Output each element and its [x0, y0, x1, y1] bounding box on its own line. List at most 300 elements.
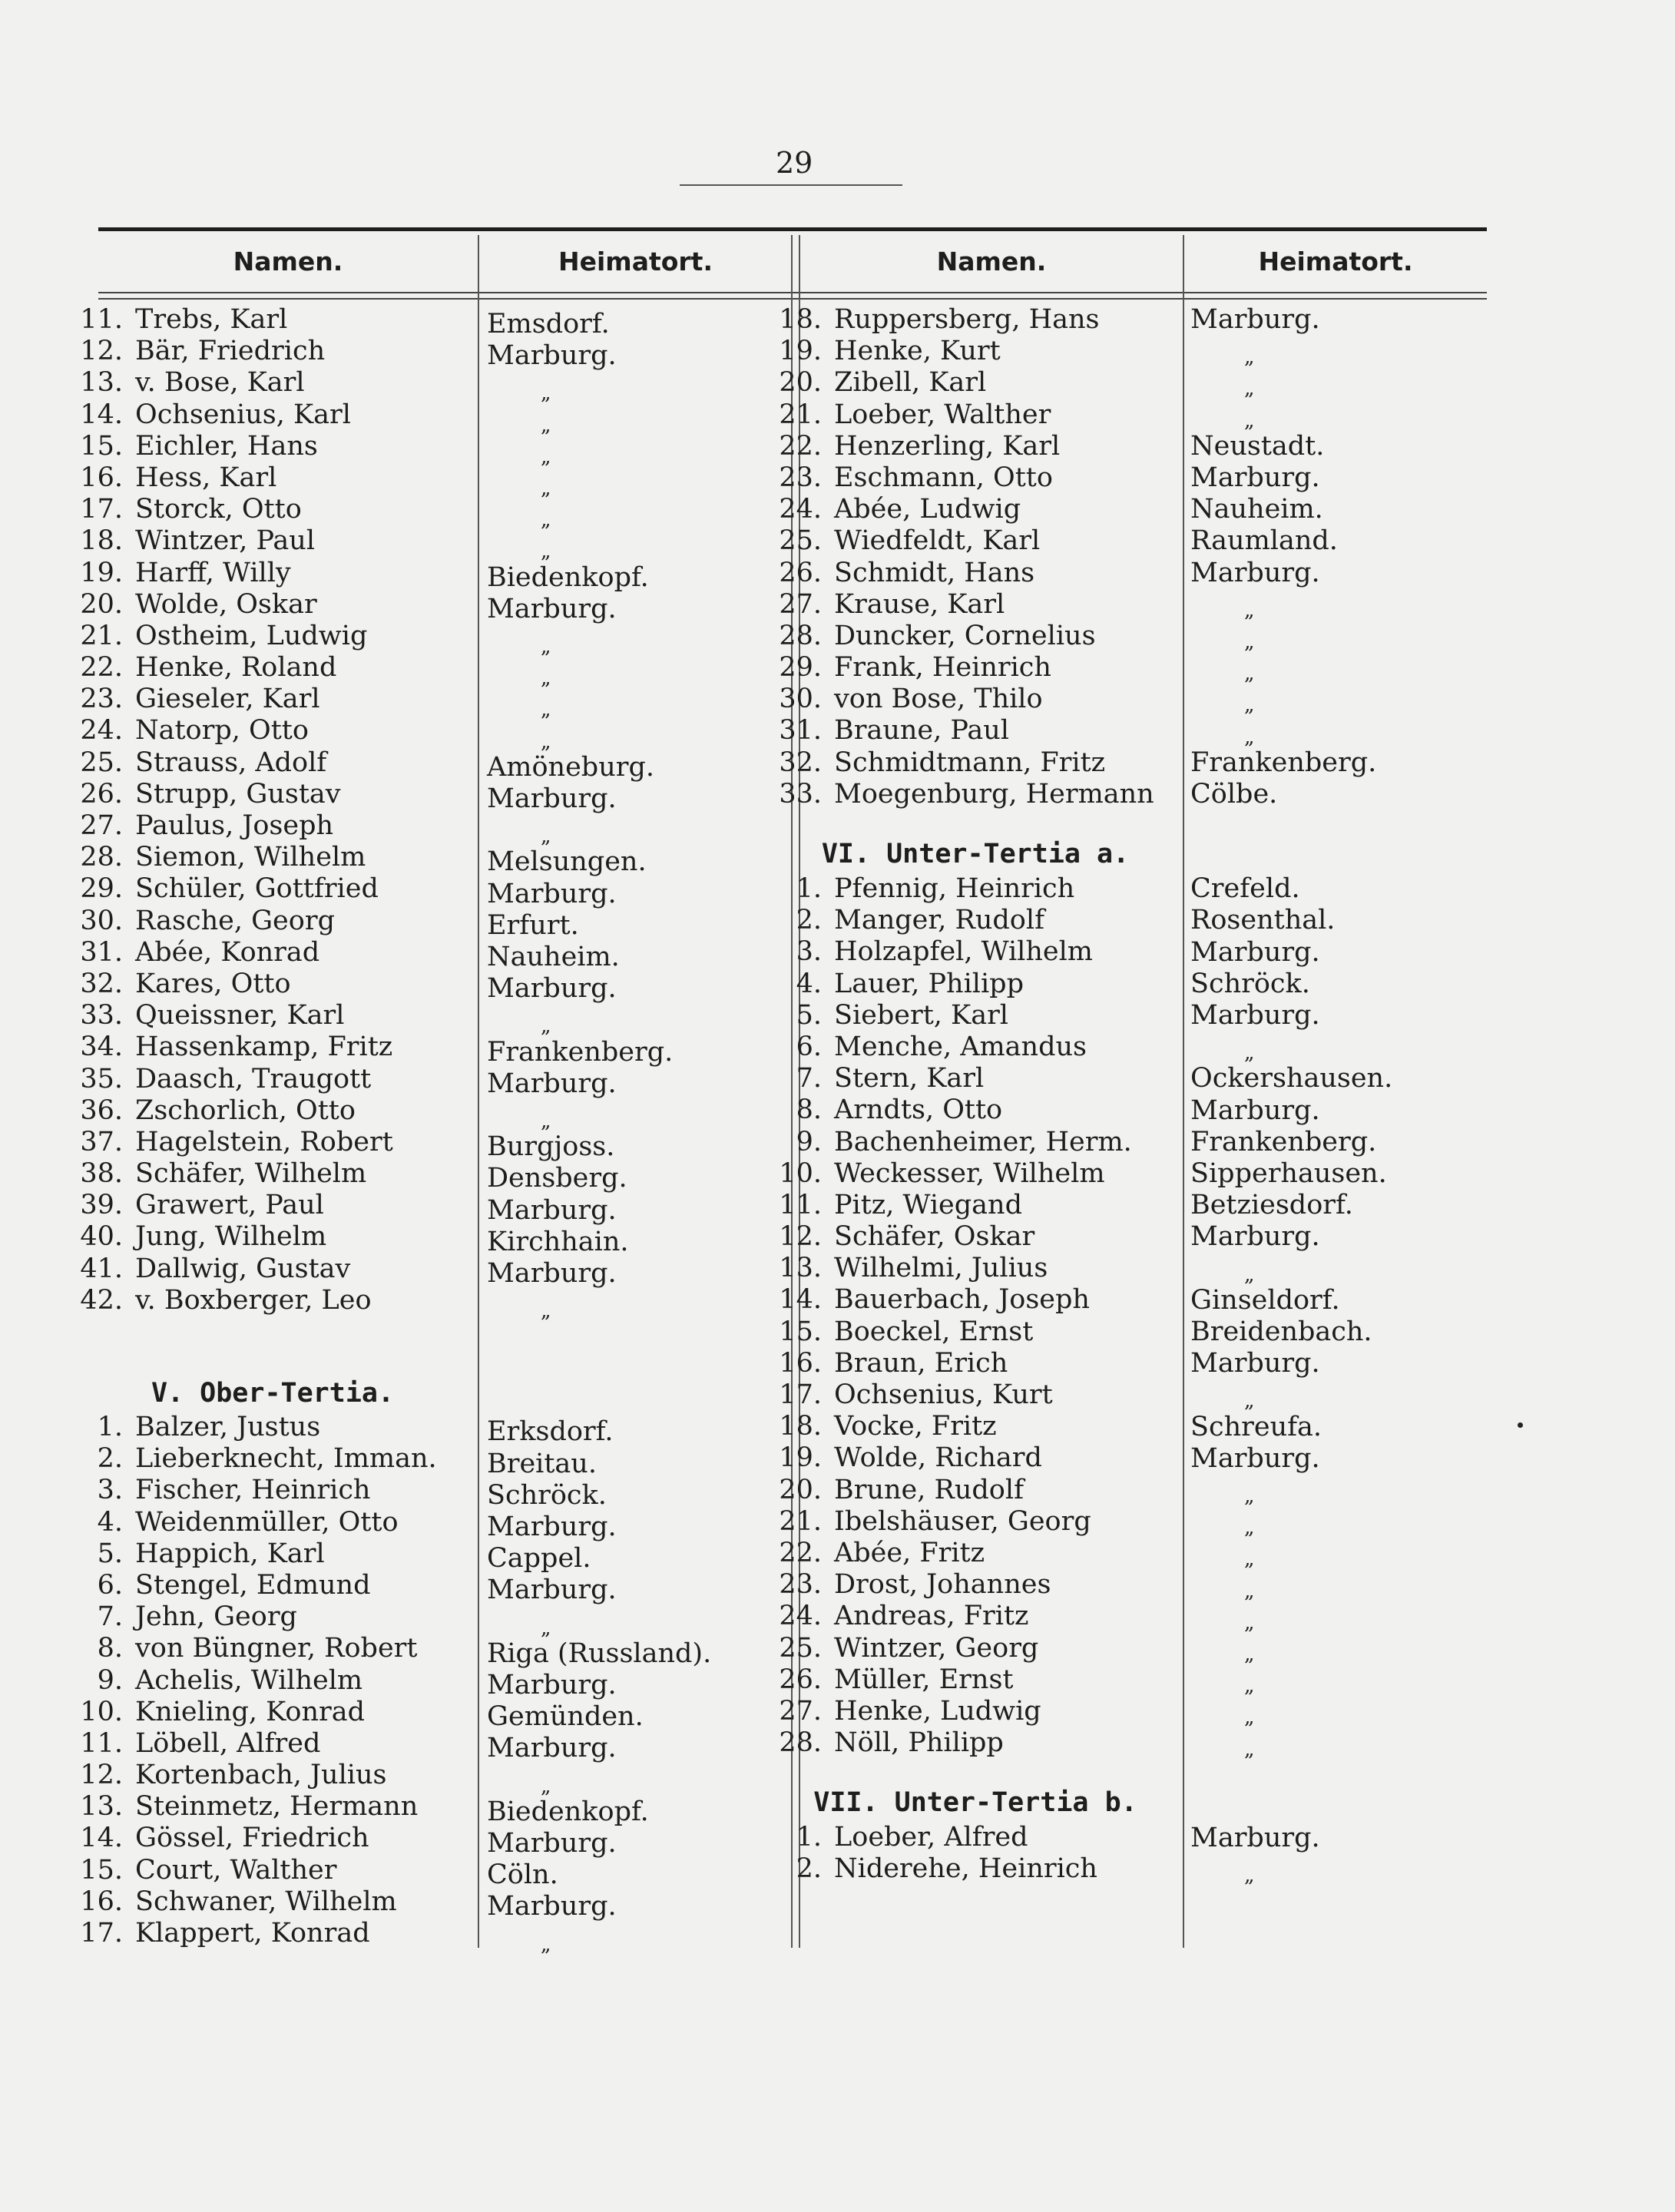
list-item [69, 336, 476, 367]
list-item [768, 1316, 1183, 1348]
entry-number: 7. [796, 1063, 822, 1094]
list-item [768, 969, 1183, 1000]
entry-number: 25. [779, 1632, 822, 1664]
entry-place: Frankenberg. [1190, 1126, 1377, 1157]
list-item [69, 747, 476, 779]
list-item [768, 589, 1183, 621]
entry-place: Marburg. [487, 878, 617, 909]
entry-name: Drost, Johannes [834, 1569, 1051, 1601]
entry-number: 19. [80, 557, 123, 588]
entry-number: 18. [779, 304, 822, 335]
ditto-mark: „ [541, 1300, 551, 1323]
entry-number: 37. [80, 1126, 123, 1157]
ditto-mark: „ [541, 667, 551, 690]
entry-place: Amöneburg. [487, 751, 654, 783]
list-item [69, 1918, 476, 1949]
ditto-mark: „ [1244, 1706, 1255, 1730]
entry-number: 16. [80, 462, 123, 493]
entry-name: Wilhelmi, Julius [834, 1253, 1048, 1284]
list-item [768, 367, 1183, 399]
ditto-mark: „ [541, 382, 551, 406]
entry-place: Schreufa. [1190, 1411, 1322, 1442]
list-item [768, 1031, 1183, 1063]
entry-name: Krause, Karl [834, 588, 1005, 620]
list-item [69, 1127, 476, 1158]
entry-number: 31. [80, 936, 123, 968]
entry-name: Court, Walther [135, 1854, 337, 1886]
entry-name: Abée, Ludwig [834, 494, 1021, 525]
entry-place: Cappel. [487, 1543, 591, 1575]
list-item [768, 1158, 1183, 1190]
header-bottom-rule [98, 292, 1487, 300]
entry-name: Happich, Karl [135, 1538, 325, 1569]
entry-name: Jehn, Georg [135, 1601, 297, 1633]
list-item [768, 1000, 1183, 1031]
entry-number: 8. [97, 1633, 123, 1664]
entry-name: Natorp, Otto [135, 715, 309, 747]
entry-number: 39. [80, 1190, 123, 1221]
list-item [768, 1727, 1183, 1759]
entry-name: Siemon, Wilhelm [135, 842, 366, 873]
entry-place: Marburg. [487, 1575, 617, 1606]
entry-place: Sipperhausen. [1190, 1158, 1387, 1189]
entry-number: 17. [80, 1918, 123, 1949]
entry-name: Loeber, Alfred [834, 1822, 1028, 1853]
entry-number: 2. [97, 1443, 123, 1475]
entry-place: Marburg. [1190, 462, 1320, 493]
table-top-rule [98, 227, 1487, 231]
entry-name: Hess, Karl [135, 462, 277, 493]
entry-number: 25. [80, 747, 123, 778]
entry-place: Cölbe. [1190, 779, 1278, 810]
entry-place: Marburg. [1190, 1000, 1320, 1031]
entry-number: 21. [80, 620, 123, 651]
entry-number: 14. [80, 399, 123, 430]
entry-place: Marburg. [1190, 557, 1320, 588]
ditto-mark: „ [541, 825, 551, 849]
list-item [768, 1538, 1183, 1569]
list-item [69, 1064, 476, 1095]
list-item [768, 1190, 1183, 1221]
list-item [768, 1379, 1183, 1411]
list-item [69, 652, 476, 684]
entry-place: Marburg. [1190, 1442, 1320, 1474]
entry-number: 6. [796, 1031, 822, 1062]
entry-number: 21. [779, 1505, 822, 1537]
entry-number: 15. [80, 430, 123, 462]
entry-number: 24. [779, 1601, 822, 1632]
list-item [69, 1475, 476, 1506]
entry-number: 26. [779, 557, 822, 588]
list-item [69, 1190, 476, 1221]
entry-name: Schmidtmann, Fritz [834, 747, 1106, 778]
list-item [69, 1728, 476, 1760]
list-item [768, 652, 1183, 684]
entry-place: Marburg. [487, 1733, 617, 1764]
list-item [69, 494, 476, 525]
entry-name: Menche, Amandus [834, 1031, 1087, 1062]
entry-place: Crefeld. [1190, 873, 1300, 905]
entry-place: Ginseldorf. [1190, 1284, 1340, 1316]
entry-place: Marburg. [487, 783, 617, 814]
ditto-mark: „ [1244, 694, 1255, 717]
entry-name: von Büngner, Robert [135, 1633, 418, 1664]
entry-place: Marburg. [1190, 1221, 1320, 1253]
entry-place: Riga (Russland). [487, 1637, 712, 1669]
list-item [768, 1442, 1183, 1474]
list-item [69, 1855, 476, 1886]
entry-name: Braune, Paul [834, 715, 1009, 747]
entry-number: 26. [80, 778, 123, 810]
entry-number: 6. [97, 1569, 123, 1601]
list-item [768, 336, 1183, 367]
entry-number: 19. [779, 336, 822, 367]
section-title: VI. Unter-Tertia a. [821, 839, 1130, 869]
entry-name: Ibelshäuser, Georg [834, 1505, 1091, 1537]
entry-name: von Bose, Thilo [834, 684, 1043, 715]
ditto-mark: „ [541, 1932, 551, 1956]
entry-number: 16. [80, 1886, 123, 1917]
entry-name: Jung, Wilhelm [135, 1221, 327, 1253]
entry-name: Siebert, Karl [834, 999, 1008, 1031]
entry-name: Ochsenius, Kurt [834, 1379, 1053, 1410]
header-home-right: Heimatort. [1258, 247, 1413, 276]
entry-number: 2. [796, 905, 822, 936]
list-item [768, 715, 1183, 747]
entry-number: 1. [796, 1822, 822, 1853]
list-item [768, 1696, 1183, 1727]
entry-name: Strupp, Gustav [135, 778, 341, 810]
entry-number: 23. [80, 684, 123, 715]
list-item [69, 399, 476, 431]
entry-number: 22. [779, 1537, 822, 1568]
entry-number: 1. [97, 1412, 123, 1442]
entry-name: Moegenburg, Hermann [834, 778, 1154, 810]
entry-number: 10. [80, 1696, 123, 1727]
entry-name: Kortenbach, Julius [135, 1760, 387, 1791]
ditto-mark: „ [1244, 409, 1255, 432]
entry-number: 20. [779, 367, 822, 399]
section-title: V. Ober-Tertia. [151, 1378, 395, 1409]
ditto-mark: „ [541, 540, 551, 564]
entry-name: Hagelstein, Robert [135, 1126, 393, 1157]
entry-place: Erksdorf. [487, 1416, 614, 1448]
entry-name: Grawert, Paul [135, 1190, 324, 1221]
entry-number: 24. [80, 715, 123, 747]
entry-number: 34. [80, 1031, 123, 1063]
entry-name: Lauer, Philipp [834, 968, 1024, 999]
entry-name: Frank, Heinrich [834, 652, 1051, 684]
divider-left-places [478, 235, 479, 1948]
entry-number: 40. [80, 1221, 123, 1253]
list-item [69, 558, 476, 589]
header-home-left: Heimatort. [558, 247, 713, 276]
list-item [69, 1570, 476, 1601]
entry-place: Marburg. [487, 1512, 617, 1542]
entry-number: 19. [779, 1442, 822, 1474]
page-number-rule [680, 184, 902, 186]
entry-number: 3. [97, 1475, 123, 1506]
entry-number: 28. [779, 620, 822, 651]
entry-name: Duncker, Cornelius [834, 620, 1096, 651]
entry-name: Storck, Otto [135, 494, 302, 525]
list-item [768, 1284, 1183, 1316]
list-item [69, 779, 476, 810]
entry-number: 13. [779, 1253, 822, 1284]
ditto-mark: „ [1244, 598, 1255, 622]
entry-place: Melsungen. [487, 846, 647, 878]
entry-name: Pfennig, Heinrich [834, 873, 1075, 904]
entry-name: Schäfer, Oskar [834, 1221, 1035, 1253]
list-item [768, 1348, 1183, 1379]
entry-number: 17. [80, 494, 123, 525]
entry-number: 7. [97, 1601, 123, 1633]
entry-name: Fischer, Heinrich [135, 1475, 371, 1506]
entry-number: 17. [779, 1379, 822, 1410]
entry-name: Dallwig, Gustav [135, 1253, 351, 1284]
entry-name: Schmidt, Hans [834, 557, 1035, 588]
entry-place: Marburg. [487, 1828, 617, 1859]
list-item [69, 1633, 476, 1664]
list-item [768, 1411, 1183, 1442]
entry-place: Frankenberg. [1190, 747, 1377, 778]
ditto-mark: „ [1244, 1737, 1255, 1761]
ditto-mark: „ [1244, 346, 1255, 369]
ditto-mark: „ [541, 698, 551, 722]
entry-name: Henke, Kurt [834, 336, 1001, 367]
ditto-mark: „ [1244, 1579, 1255, 1603]
entry-name: Henke, Roland [135, 652, 337, 684]
list-item [768, 1094, 1183, 1126]
entry-number: 14. [779, 1284, 822, 1316]
ditto-mark: „ [541, 1110, 551, 1133]
list-item [69, 1221, 476, 1253]
ditto-mark: „ [1244, 1485, 1255, 1508]
entry-name: Brune, Rudolf [834, 1474, 1025, 1505]
entry-number: 12. [80, 1760, 123, 1791]
ditto-mark: „ [541, 1015, 551, 1038]
entry-number: 27. [80, 810, 123, 841]
list-item [69, 1601, 476, 1633]
list-item [768, 494, 1183, 525]
entry-number: 23. [779, 1569, 822, 1601]
entry-place: Biedenkopf. [487, 561, 649, 593]
list-item [768, 1127, 1183, 1158]
entry-name: Stengel, Edmund [135, 1569, 371, 1601]
ditto-mark: „ [1244, 662, 1255, 686]
entry-name: Zschorlich, Otto [135, 1094, 356, 1126]
entry-number: 3. [796, 936, 822, 968]
entry-name: Wintzer, Georg [834, 1632, 1039, 1664]
entry-number: 28. [80, 842, 123, 873]
list-item [69, 1000, 476, 1031]
list-item [69, 1095, 476, 1127]
entry-name: Wintzer, Paul [135, 525, 316, 557]
entry-number: 23. [779, 462, 822, 493]
entry-name: Klappert, Konrad [135, 1918, 370, 1949]
list-item [768, 399, 1183, 431]
ditto-mark: „ [1244, 1611, 1255, 1634]
list-item [768, 621, 1183, 652]
entry-number: 9. [796, 1126, 822, 1157]
entry-name: Steinmetz, Hermann [135, 1791, 419, 1823]
entry-place: Erfurt. [487, 909, 579, 941]
entry-number: 15. [779, 1316, 822, 1347]
list-item [768, 1506, 1183, 1538]
entry-name: Nöll, Philipp [834, 1727, 1004, 1759]
entry-place: Schröck. [487, 1479, 607, 1511]
entry-name: Trebs, Karl [135, 304, 288, 335]
entry-number: 18. [779, 1411, 822, 1442]
entry-place: Marburg. [487, 593, 617, 624]
list-item [69, 1697, 476, 1728]
entry-name: Holzapfel, Wilhelm [834, 936, 1093, 968]
left-names-column [69, 304, 476, 1949]
entry-place: Marburg. [1190, 936, 1320, 968]
list-item [69, 431, 476, 462]
list-item [768, 462, 1183, 494]
entry-number: 5. [97, 1538, 123, 1569]
entry-name: Daasch, Traugott [135, 1063, 372, 1094]
list-item [69, 1886, 476, 1918]
entry-number: 4. [796, 968, 822, 999]
entry-place: Biedenkopf. [487, 1796, 649, 1827]
entry-number: 31. [779, 715, 822, 747]
entry-name: Abée, Fritz [834, 1537, 985, 1568]
list-item [69, 1665, 476, 1697]
entry-name: Hassenkamp, Fritz [135, 1031, 393, 1063]
ditto-mark: „ [541, 1774, 551, 1798]
list-item [768, 684, 1183, 715]
list-item [768, 936, 1183, 968]
entry-place: Burgjoss. [487, 1131, 615, 1163]
list-item [768, 1063, 1183, 1094]
entry-number: 29. [779, 652, 822, 684]
entry-name: Gieseler, Karl [135, 684, 320, 715]
entry-name: v. Bose, Karl [135, 367, 305, 399]
list-item [69, 304, 476, 336]
entry-place: Marburg. [487, 1670, 617, 1700]
list-item [69, 621, 476, 652]
entry-place: Marburg. [1190, 1822, 1320, 1853]
entry-place: Frankenberg. [487, 1036, 674, 1068]
entry-number: 9. [97, 1664, 123, 1696]
entry-number: 12. [779, 1221, 822, 1253]
entry-name: Henzerling, Karl [834, 430, 1061, 462]
entry-name: Achelis, Wilhelm [135, 1664, 363, 1696]
list-item [69, 1507, 476, 1538]
entry-number: 14. [80, 1823, 123, 1854]
entry-name: Henke, Ludwig [834, 1695, 1041, 1727]
entry-place: Marburg. [1190, 304, 1320, 335]
list-item [768, 905, 1183, 936]
list-item [69, 1285, 476, 1316]
section-title: VII. Unter-Tertia b. [813, 1787, 1137, 1819]
entry-number: 26. [779, 1664, 822, 1695]
entry-number: 18. [80, 525, 123, 557]
entry-number: 11. [80, 304, 123, 335]
entry-name: Boeckel, Ernst [834, 1316, 1034, 1347]
entry-name: Queissner, Karl [135, 1000, 345, 1031]
entry-place: Marburg. [487, 1258, 617, 1289]
entry-place: Raumland. [1190, 525, 1338, 557]
entry-place: Marburg. [487, 1194, 617, 1226]
divider-right-places [1183, 235, 1184, 1948]
entry-name: Wolde, Richard [834, 1442, 1042, 1474]
list-item [768, 779, 1183, 810]
entry-number: 5. [796, 999, 822, 1031]
list-item [768, 1221, 1183, 1253]
entry-name: Ochsenius, Karl [135, 399, 351, 430]
entry-number: 29. [80, 873, 123, 905]
list-item [768, 304, 1183, 336]
entry-place: Marburg. [487, 1891, 617, 1922]
entry-number: 12. [80, 336, 123, 367]
ditto-mark: „ [1244, 725, 1255, 749]
list-item [768, 1253, 1183, 1284]
list-item [768, 1601, 1183, 1632]
entry-number: 20. [779, 1474, 822, 1505]
entry-name: Löbell, Alfred [135, 1727, 321, 1759]
list-item [69, 810, 476, 842]
list-item [69, 1158, 476, 1190]
ditto-mark: „ [541, 413, 551, 437]
entry-name: Bär, Friedrich [135, 336, 326, 367]
entry-number: 22. [779, 430, 822, 462]
list-item [69, 1443, 476, 1475]
list-item [768, 431, 1183, 462]
list-item [69, 462, 476, 494]
entry-number: 1. [796, 873, 822, 904]
entry-name: Pitz, Wiegand [834, 1189, 1022, 1220]
entry-name: Eichler, Hans [135, 430, 318, 462]
entry-number: 15. [80, 1854, 123, 1886]
ditto-mark: „ [1244, 1548, 1255, 1571]
list-item [768, 558, 1183, 589]
ditto-mark: „ [541, 477, 551, 500]
entry-name: Strauss, Adolf [135, 747, 327, 778]
ditto-mark: „ [1244, 377, 1255, 401]
ditto-mark: „ [1244, 1041, 1255, 1065]
entry-name: Bauerbach, Joseph [834, 1284, 1090, 1316]
entry-name: Bachenheimer, Herm. [834, 1126, 1132, 1157]
entry-place: Neustadt. [1190, 430, 1325, 462]
list-item [69, 969, 476, 1000]
entry-number: 10. [779, 1157, 822, 1189]
entry-number: 4. [97, 1506, 123, 1538]
entry-number: 25. [779, 525, 822, 557]
entry-name: Ruppersberg, Hans [834, 304, 1100, 335]
entry-place: Marburg. [1190, 1094, 1320, 1126]
right-names-column [768, 304, 1183, 1886]
entry-place: Marburg. [487, 973, 617, 1005]
entry-name: Wiedfeldt, Karl [834, 525, 1041, 557]
list-item [768, 1633, 1183, 1664]
entry-name: Schüler, Gottfried [135, 873, 379, 905]
entry-number: 38. [80, 1158, 123, 1190]
entry-place: Betziesdorf. [1190, 1190, 1353, 1221]
ditto-mark: „ [541, 635, 551, 658]
entry-name: Weidenmüller, Otto [135, 1506, 399, 1538]
entry-number: 16. [779, 1347, 822, 1379]
header-names-right: Namen. [936, 247, 1047, 276]
entry-name: Arndts, Otto [834, 1094, 1003, 1126]
list-item [69, 1253, 476, 1285]
entry-name: Stern, Karl [834, 1063, 985, 1094]
ditto-mark: „ [541, 730, 551, 753]
entry-name: Eschmann, Otto [834, 462, 1053, 493]
entry-place: Schröck. [1190, 968, 1310, 999]
